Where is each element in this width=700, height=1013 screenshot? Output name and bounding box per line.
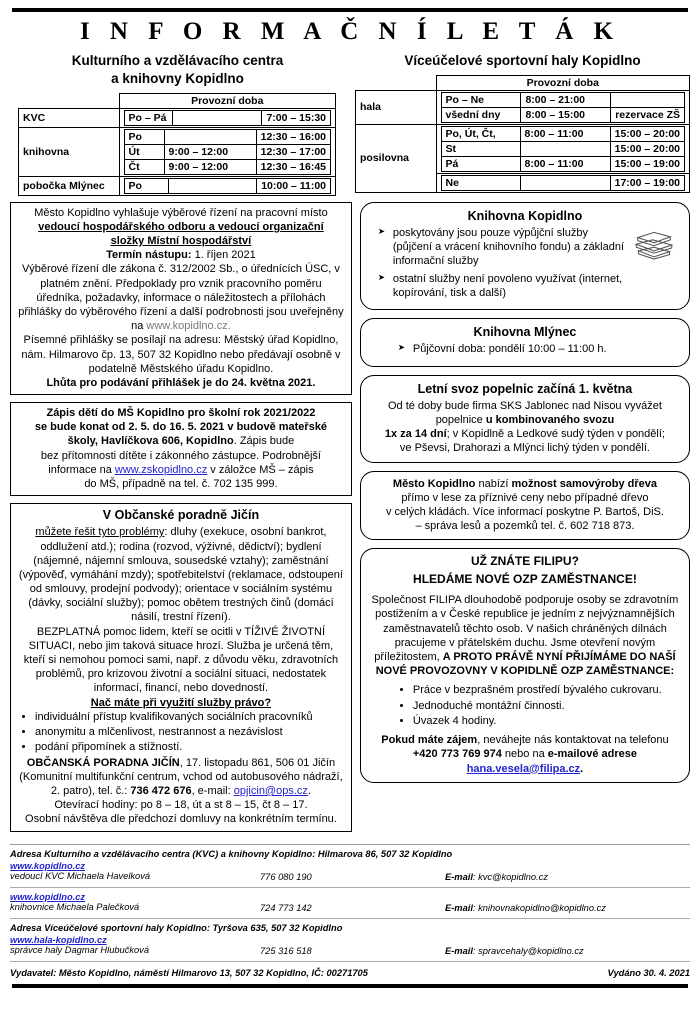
job-address-text: Písemné přihlášky se posílají na adresu: Městský úřad Kopidlno, nám. Hilmarovo čp. 13, 507 32 Kopidlno nebo předávají osobně v podatelně Městského úřadu Kopidlno. — [21, 334, 341, 375]
email-value[interactable]: : spravcehaly@kopidlno.cz — [472, 945, 584, 956]
jicin-problems — [17, 525, 345, 624]
filipa-contact-bold1: Pokud máte zájem — [381, 734, 478, 747]
wood-line1 — [371, 477, 679, 491]
footer-divider — [10, 887, 690, 888]
afternoon-cell — [611, 92, 685, 107]
contact-identity — [10, 935, 260, 955]
right-notice-column — [360, 202, 690, 791]
jicin-rights-heading: Nač máte při využití služby právo? — [90, 696, 272, 709]
morning-cell: 8:00 – 11:00 — [520, 126, 610, 141]
jicin-visit-note: Osobní návštěva dle předchozí domluvy na konkrétním termínu. — [25, 813, 337, 826]
contact-person: knihovnice Michaela Palečková — [10, 901, 140, 912]
zskopidlno-link[interactable]: www.zskopidlno.cz — [114, 463, 208, 476]
ms-line5b: v záložce MŠ – zápis — [207, 463, 314, 476]
morning-cell — [173, 110, 262, 125]
kvc-address-heading: Adresa Kulturního a vzdělávacího centra (KVC) a knihovny Kopidlno: Hilmarova 86, 507 32 Kopidlno — [10, 848, 453, 859]
day-cell: St — [441, 141, 520, 156]
list-item: • podání připomínek a stížností. — [35, 740, 345, 754]
library-kopidlno-notice — [360, 202, 690, 311]
jicin-office-phone: 736 472 676 — [130, 785, 192, 798]
job-vacancy-notice — [10, 202, 352, 395]
list-item: • Práce v bezprašném prostředí bývalého cukrovaru. — [413, 683, 679, 697]
waste-line3 — [371, 427, 679, 441]
filipa-contact-text2: nebo na — [501, 748, 548, 761]
filipa-body — [371, 593, 679, 678]
contact-person: vedoucí KVC Michaela Havelková — [10, 870, 151, 881]
waste-line1: Od té doby bude firma SKS Jablonec nad Nisou vyvážet — [387, 399, 662, 412]
contact-email — [445, 892, 690, 913]
morning-cell — [169, 178, 257, 193]
filipa-email-link[interactable]: hana.vesela@filipa.cz — [466, 762, 581, 775]
publisher-row — [10, 968, 690, 978]
afternoon-cell: 17:00 – 19:00 — [610, 175, 684, 190]
job-website-link[interactable]: www.kopidlno.cz. — [146, 320, 231, 333]
wood-line1b: nabízí — [475, 477, 512, 490]
wood-line1a: Město Kopidlno — [392, 477, 476, 490]
list-item: ➤ poskytovány jsou pouze výpůjční služby (půjčení a vrácení knihovního fondu) a základní informační služby — [393, 226, 679, 269]
waste-line2a: popelnice — [435, 413, 486, 426]
library-mlynec-notice — [360, 318, 690, 366]
filipa-contact-bold2: e-mailové adrese — [547, 748, 638, 761]
email-label: E-mail — [445, 945, 473, 956]
afternoon-cell: 12:30 – 16:00 — [256, 129, 330, 144]
filipa-contact-end: . — [580, 762, 584, 775]
list-item: • anonymitu a mlčenlivost, nestrannost a nezávislost — [35, 725, 345, 739]
jicin-problem-list: : dluhy (exekuce, osobní bankrot, oddlužení atd.); rodina (rozvod, výživné, dědictví); bydlení (nájemné, nájemní smlouva, sousedské vztahy); zaměstnání (výpověď, vymáhání mzdy); spotřebitelství (reklamace, odstoupení od smlouvy, prodejní podvody); orientace v sociálním systému (dávky, sociální služby); pomoc obětem trestných činů (domácí násilí, trestní řízení). — [18, 526, 343, 624]
job-body-text — [17, 262, 345, 333]
wood-line1c: možnost samovýroby dřeva — [511, 477, 657, 490]
hala-hours-heading: Víceúčelové sportovní haly Kopidlno — [404, 53, 641, 68]
contact-phone: 776 080 190 — [260, 871, 312, 882]
morning-cell — [520, 141, 610, 156]
filipa-job-notice — [360, 548, 690, 783]
row-hours-kvc — [119, 108, 336, 127]
filipa-title-line1: UŽ ZNÁTE FILIPU? — [470, 554, 579, 569]
job-intro-line: Město Kopidlno vyhlašuje výběrové řízení na pracovní místo — [34, 206, 328, 219]
kvc-heading-line1: Kulturního a vzdělávacího centra — [71, 53, 284, 68]
jicin-intro: můžete řešit tyto problémy — [35, 526, 165, 539]
waste-title: Letní svoz popelnic začíná 1. května — [417, 381, 633, 396]
list-item: • Jednoduché montážní činnosti. — [413, 699, 679, 713]
jicin-opening-hours: Otevírací hodiny: po 8 – 18, út a st 8 – 15, čt 8 – 17. — [54, 799, 308, 812]
row-hours-posilovna — [436, 124, 690, 173]
jicin-free-help: BEZPLATNÁ pomoc lidem, kteří se ocitli v TÍŽIVÉ ŽIVOTNÍ SITUACI, nebo jim taková situace hrozí. Služba je určená těm, kteří si nemohou pomoci sami, např. z důvodu věku, zdravotních problémů, pro krizovou životní a sociální situaci, nedostatek informací, financí, nebo dovedností. — [23, 625, 339, 695]
ms-line6: do MŠ, případně na tel. č. 702 135 999. — [84, 478, 278, 490]
day-cell: Út — [124, 144, 164, 159]
day-cell: Po – Ne — [441, 92, 521, 107]
row-label-kvc: KVC — [19, 108, 120, 127]
citizens-advice-notice — [10, 503, 352, 831]
jicin-email-link[interactable]: opjicin@ops.cz — [233, 785, 308, 798]
job-body: Výběrové řízení dle zákona č. 312/2002 Sb., o úřednících ÚSC, v platném znění. Předpoklady pro vznik pracovního poměru úředníka, požadavky, informace o náležitostech a přílohách přihlášky do výběrového řízení a další podrobnosti jsou uveřejněny na — [18, 263, 344, 333]
ms-line3b: . Zápis bude — [233, 435, 295, 448]
waste-line2 — [371, 413, 679, 427]
day-cell: Čt — [124, 159, 164, 174]
row-label-hala: hala — [356, 90, 437, 124]
morning-cell: 8:00 – 21:00 — [521, 92, 611, 107]
list-item: • individuální přístup kvalifikovaných sociálních pracovníků — [35, 710, 345, 724]
jicin-office-info: OBČANSKÁ PORADNA JIČÍN, 17. listopadu 861, 506 01 Jičín (Komunitní multifunkční centrum, vchod od autobusového nádraží, 2. patro), tel. č.: 736 472 676, e-mail: opjicin@ops.cz. — [19, 756, 343, 798]
table-row — [19, 176, 336, 195]
email-value[interactable]: : kvc@kopidlno.cz — [472, 871, 548, 882]
footer-divider — [10, 844, 690, 845]
filipa-bullets — [371, 683, 679, 728]
hala-address-heading: Adresa Víceúčelové sportovní haly Kopidlno: Tyršova 635, 507 32 Kopidlno — [10, 922, 343, 933]
hala-website-link[interactable]: www.hala-kopidlno.cz — [10, 934, 107, 945]
afternoon-cell: 10:00 – 11:00 — [257, 178, 331, 193]
filipa-body-bold: A PROTO PRÁVĚ NYNÍ PŘIJÍMÁME DO NAŠÍ NOVÉ PROVOZOVNY V KOPIDLNĚ OZP ZAMĚSTNANCE: — [375, 650, 676, 678]
contact-phone: 725 316 518 — [260, 945, 312, 956]
jicin-office-name: OBČANSKÁ PORADNA JIČÍN — [26, 756, 180, 769]
row-label-posilovna: posilovna — [356, 124, 437, 192]
afternoon-cell: 7:00 – 15:30 — [262, 110, 331, 125]
day-cell: Pá — [441, 156, 520, 171]
flyer-page — [0, 8, 700, 1013]
ms-line5a: informace na — [48, 463, 115, 476]
row-hours-knihovna — [119, 127, 336, 176]
row-hours-pobocka — [119, 176, 336, 195]
library-kopidlno-title: Knihovna Kopidlno — [467, 208, 583, 223]
contact-email — [445, 861, 690, 882]
kopidlno-website-link[interactable]: www.kopidlno.cz — [10, 891, 86, 902]
kvc-hours-table — [18, 93, 336, 196]
kvc-hours-heading — [10, 52, 345, 88]
corner-cell — [356, 75, 437, 90]
job-start-label: Termín nástupu: — [106, 249, 192, 262]
table-header-row — [19, 93, 336, 108]
job-role-line2: složky Místní hospodářství — [110, 235, 252, 247]
library-mlynec-list — [371, 342, 679, 356]
contact-person: správce haly Dagmar Hlubučková — [10, 944, 149, 955]
morning-cell: 9:00 – 12:00 — [164, 159, 256, 174]
job-start-value: 1. říjen 2021 — [191, 249, 256, 262]
kopidlno-website-link[interactable]: www.kopidlno.cz — [10, 860, 86, 871]
footer-divider — [10, 961, 690, 962]
morning-cell: 8:00 – 15:00 — [521, 107, 611, 122]
page-title: I N F O R M A Č N Í L E T Á K — [79, 18, 621, 45]
afternoon-cell: 15:00 – 20:00 — [610, 126, 684, 141]
afternoon-cell: 15:00 – 20:00 — [610, 141, 684, 156]
ms-line5 — [17, 463, 345, 477]
hala-hours-table — [355, 75, 690, 193]
wood-line4: – správa lesů a pozemků tel. č. 602 718 873. — [415, 520, 635, 533]
waste-line4: ve Pševsi, Drahorazi a Mlýnci lichý týden v pondělí. — [399, 442, 650, 455]
afternoon-cell: 12:30 – 17:00 — [256, 144, 330, 159]
contact-phone: 724 773 142 — [260, 902, 312, 913]
day-cell: Po – Pá — [124, 110, 173, 125]
kvc-hours-block — [10, 50, 345, 196]
notices-section — [10, 202, 690, 839]
waste-line3b: ; v Kopidlně a Ledkové sudý týden v pondělí; — [446, 428, 665, 441]
afternoon-cell: 15:00 – 19:00 — [610, 156, 684, 171]
email-label: E-mail — [445, 871, 473, 882]
table-header-row — [356, 75, 690, 90]
morning-cell — [521, 175, 610, 190]
contact-row — [10, 861, 690, 882]
waste-line2b: u kombinovaného svozu — [485, 413, 615, 426]
table-row — [356, 90, 690, 124]
footer-divider — [10, 918, 690, 919]
contact-identity — [10, 861, 260, 881]
jicin-title: V Občanské poradně Jičín — [102, 508, 260, 523]
wood-line3: v celých kládách. Více informací poskytne P. Bartoš, DiS. — [385, 505, 664, 518]
list-item: ➤ ostatní služby není povoleno využívat (internet, kopírování, tisk a další) — [393, 272, 679, 301]
ms-line3a: školy, Havlíčkova 606, Kopidlno — [67, 435, 234, 448]
table-row — [356, 124, 690, 173]
row-hours-hala — [436, 90, 690, 124]
contact-identity — [10, 892, 260, 912]
morning-cell — [164, 129, 256, 144]
library-kopidlno-list — [371, 226, 679, 300]
filipa-contact — [371, 733, 679, 776]
kvc-heading-line2: a knihovny Kopidlno — [111, 70, 244, 86]
contact-email — [445, 935, 690, 956]
kvc-col-header: Provozní doba — [119, 93, 336, 108]
morning-cell: 9:00 – 12:00 — [164, 144, 256, 159]
contact-row — [10, 935, 690, 956]
firewood-offer-notice — [360, 471, 690, 541]
email-value[interactable]: : knihovnakopidlno@kopidlno.cz — [472, 902, 606, 913]
library-mlynec-title: Knihovna Mlýnec — [473, 325, 577, 340]
bottom-divider-rule — [12, 984, 688, 988]
publisher-info: Vydavatel: Město Kopidlno, náměstí Hilmarovo 13, 507 32 Kopidlno, IČ: 00271705 — [10, 967, 368, 978]
waste-frequency: 1x za 14 dní — [384, 428, 447, 441]
row-hours-ne — [436, 173, 690, 192]
afternoon-cell: rezervace ZŠ — [611, 107, 685, 122]
corner-cell — [19, 93, 120, 108]
filipa-title-line2: HLEDÁME NOVÉ OZP ZAMĚSTNANCE! — [413, 571, 637, 586]
day-cell: Po — [124, 178, 169, 193]
morning-cell: 8:00 – 11:00 — [520, 156, 610, 171]
list-item: • Úvazek 4 hodiny. — [413, 714, 679, 728]
job-deadline: Lhůta pro podávání přihlášek je do 24. května 2021. — [46, 376, 316, 389]
job-start-date — [17, 248, 345, 262]
publication-date: Vydáno 30. 4. 2021 — [607, 967, 690, 978]
opening-hours-section — [10, 50, 690, 196]
left-notice-column — [10, 202, 352, 839]
hala-hours-block — [355, 50, 690, 193]
day-cell: Po — [124, 129, 164, 144]
day-cell: Po, Út, Čt, — [441, 126, 520, 141]
ms-line3 — [17, 434, 345, 448]
footer-contacts — [10, 844, 690, 978]
jicin-body — [17, 525, 345, 826]
wood-line2: přímo v lese za příznivé ceny nebo případné dřevo — [401, 491, 649, 504]
row-label-pobocka: pobočka Mlýnec — [19, 176, 120, 195]
list-item: ➤ Půjčovní doba: pondělí 10:00 – 11:00 h. — [413, 342, 679, 356]
jicin-mail-label: , e-mail: — [191, 785, 234, 798]
kindergarten-enrollment-notice — [10, 402, 352, 496]
jicin-office-address: , 17. listopadu 861, 506 01 Jičín (Komunitní multifunkční centrum, vchod od autobusového nádraží, 2. patro), tel. č.: — [19, 756, 343, 798]
day-cell: všední dny — [441, 107, 521, 122]
ms-line1: Zápis dětí do MŠ Kopidlno pro školní rok 2021/2022 — [46, 407, 316, 420]
filipa-body-text: Společnost FILIPA dlouhodobě podporuje osoby se zdravotním postižením a v České republice je jedním z nejvýznamnějších zaměstnavatelů těchto osob. V našich chráněných dílnách pracujeme v přátelském duchu. Jsme otevření novým příležitostem, — [371, 594, 679, 663]
ms-line4: bez přítomnosti dítěte i zákonného zástupce. Podrobnější — [40, 449, 321, 462]
waste-collection-notice — [360, 375, 690, 463]
table-row — [19, 108, 336, 127]
afternoon-cell: 12:30 – 16:45 — [256, 159, 330, 174]
email-label: E-mail — [445, 902, 473, 913]
ms-line2: se bude konat od 2. 5. do 16. 5. 2021 v budově mateřské — [34, 421, 328, 434]
table-row — [19, 127, 336, 176]
filipa-contact-text1: , neváhejte nás kontaktovat na telefonu — [477, 734, 669, 747]
row-label-knihovna: knihovna — [19, 127, 120, 176]
day-cell: Ne — [441, 175, 521, 190]
hala-col-header: Provozní doba — [436, 75, 690, 90]
contact-row — [10, 892, 690, 913]
filipa-phone: +420 773 769 974 — [412, 748, 502, 761]
job-role-line1: vedoucí hospodářského odboru a vedoucí organizační — [38, 220, 324, 233]
jicin-rights-list — [17, 710, 345, 755]
